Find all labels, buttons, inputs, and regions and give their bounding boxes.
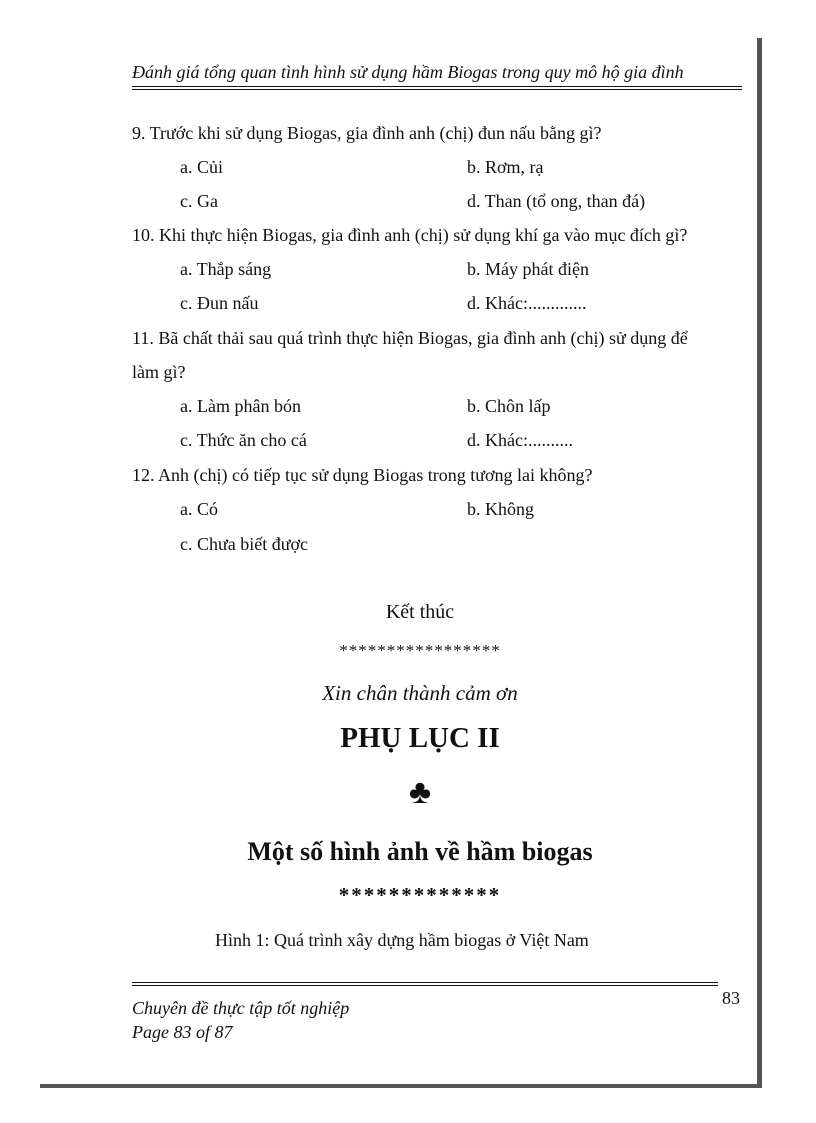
footer-rule-top — [132, 982, 718, 983]
footer-report-type: Chuyên đề thực tập tốt nghiệp — [132, 998, 350, 1018]
page-shadow-right — [757, 38, 762, 1088]
question-10: 10. Khi thực hiện Biogas, gia đình anh (chị) sử dụng khí ga vào mục đích gì? — [132, 225, 688, 245]
club-ornament-icon: ♣ — [408, 774, 432, 811]
thanks-line: Xin chân thành cảm ơn — [322, 681, 518, 705]
q10-option-c: c. Đun nấu — [180, 293, 259, 313]
page-number: 83 — [722, 988, 740, 1008]
question-9: 9. Trước khi sử dụng Biogas, gia đình anh (chị) đun nấu bằng gì? — [132, 123, 602, 143]
q9-option-a: a. Củi — [180, 157, 223, 177]
footer-rule-bottom — [132, 985, 718, 986]
end-title: Kết thúc — [385, 601, 455, 623]
q12-option-a: a. Có — [180, 499, 218, 519]
section-stars: ************* — [338, 883, 502, 907]
q10-option-d: d. Khác:............. — [467, 293, 587, 313]
q11-option-a: a. Làm phân bón — [180, 396, 301, 416]
q11-option-b: b. Chôn lấp — [467, 396, 551, 416]
question-11-line-2: làm gì? — [132, 362, 186, 382]
q10-option-a: a. Thắp sáng — [180, 259, 272, 279]
footer-page-of: Page 83 of 87 — [132, 1022, 233, 1042]
question-11-line-1: 11. Bã chất thải sau quá trình thực hiện Biogas, gia đình anh (chị) sử dụng để — [132, 328, 688, 348]
question-12: 12. Anh (chị) có tiếp tục sử dụng Biogas trong tương lai không? — [132, 465, 593, 485]
page-shadow-bottom — [40, 1084, 762, 1088]
appendix-title: PHỤ LỤC II — [340, 722, 500, 754]
q12-option-b: b. Không — [467, 499, 534, 519]
q9-option-c: c. Ga — [180, 191, 218, 211]
running-header: Đánh giá tổng quan tình hình sử dụng hầm Biogas trong quy mô hộ gia đình — [132, 62, 684, 82]
figure-caption: Hình 1: Quá trình xây dựng hầm biogas ở Việt Nam — [215, 930, 589, 950]
q11-option-d: d. Khác:.......... — [467, 430, 573, 450]
header-rule-bottom — [132, 89, 742, 90]
q11-option-c: c. Thức ăn cho cá — [180, 430, 307, 450]
q9-option-b: b. Rơm, rạ — [467, 157, 544, 177]
separator-stars: ***************** — [339, 641, 501, 660]
q12-option-c: c. Chưa biết được — [180, 534, 308, 554]
section-title: Một số hình ảnh về hầm biogas — [247, 837, 593, 866]
q10-option-b: b. Máy phát điện — [467, 259, 589, 279]
header-rule-top — [132, 86, 742, 87]
q9-option-d: d. Than (tổ ong, than đá) — [467, 191, 646, 211]
